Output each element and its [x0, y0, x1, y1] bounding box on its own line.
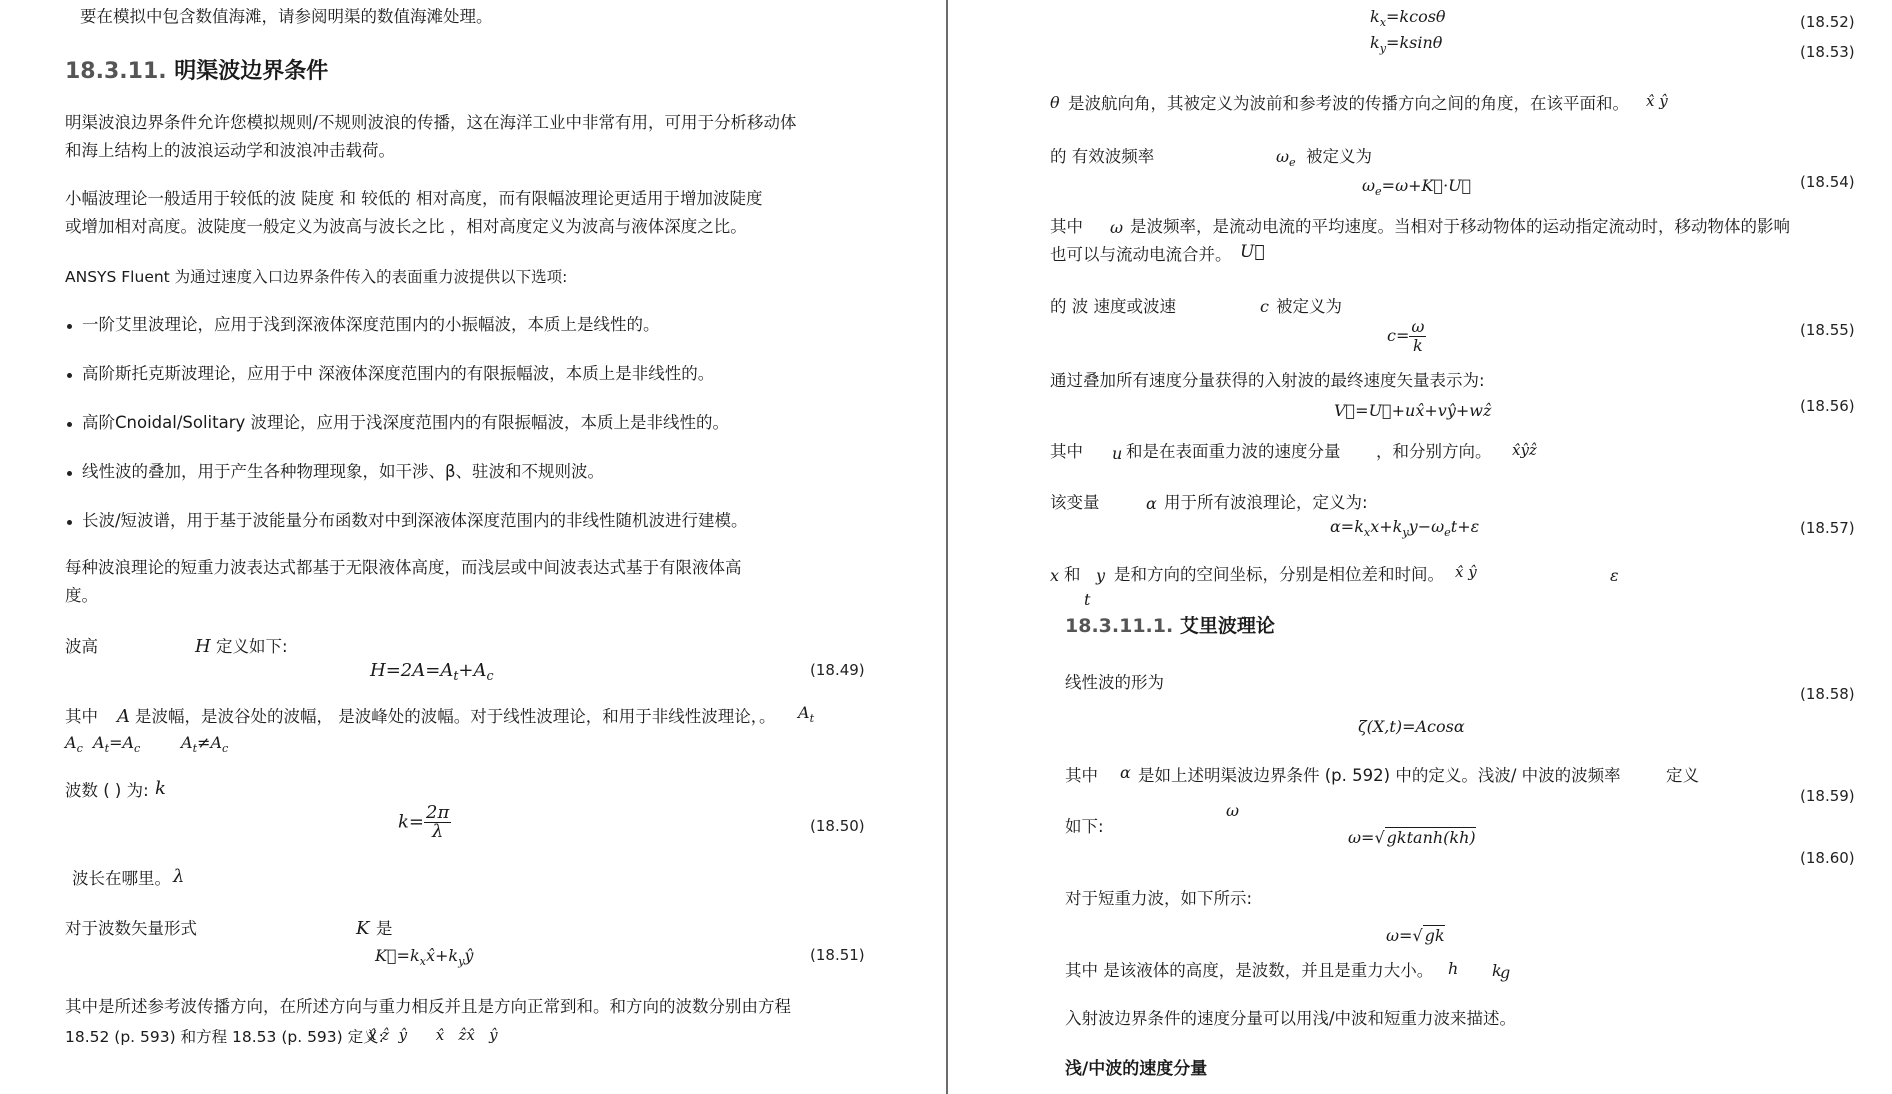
vector-form-label: 对于波数矢量形式	[65, 919, 197, 938]
equation-number: (18.49)	[810, 661, 865, 679]
effective-frequency-label: 的 有效波频率	[1050, 147, 1155, 166]
symbol-A: A	[117, 706, 130, 727]
list-item: 长波/短波谱，用于基于波能量分布函数对中到深液体深度范围内的非线性随机波进行建模。	[82, 511, 748, 530]
symbol-x: x	[1050, 566, 1060, 585]
where-omega-prefix: 其中	[1050, 217, 1083, 236]
symbol-t: t	[1084, 590, 1091, 609]
paragraph-expression-line1: 每种波浪理论的短重力波表达式都基于无限液体高度，而浅层或中间波表达式基于有限液体高	[65, 558, 742, 577]
wave-height-def: 定义如下:	[216, 637, 288, 656]
equation-18-55: c= $\frac{\omega}{k}$	[1387, 317, 1425, 355]
equation-18-52: $k_x=kcos\theta$	[1370, 7, 1446, 29]
as-follows: 如下:	[1065, 817, 1104, 836]
bullet-dot	[67, 373, 72, 378]
symbol-g: g	[1500, 963, 1511, 982]
section-number: 18.3.11.	[65, 59, 167, 84]
equation-18-57: $\alpha=k_xx+k_yy-\omega_et+\varepsilon$	[1330, 517, 1480, 539]
where-u-text: 和是在表面重力波的速度分量	[1126, 442, 1341, 461]
symbol-alpha: α	[1120, 763, 1131, 782]
list-item: 一阶艾里波理论，应用于浅到深液体深度范围内的小振幅波，本质上是线性的。	[82, 315, 660, 334]
symbol-H: H	[195, 636, 211, 657]
superposition-text: 通过叠加所有速度分量获得的入射波的最终速度矢量表示为:	[1050, 371, 1485, 390]
where-alpha-prefix: 其中	[1065, 766, 1098, 785]
symbol-U-vector: U⃗	[1240, 242, 1265, 262]
equation-number: (18.56)	[1800, 397, 1855, 415]
vector-is: 是	[376, 919, 393, 938]
paragraph-direction-line2: 18.52 (p. 593) 和方程 18.53 (p. 593) 定义:	[65, 1028, 384, 1046]
wavelength-text: 波长在哪里。	[72, 869, 171, 888]
symbol-K: K	[356, 918, 370, 939]
bullet-dot	[67, 422, 72, 427]
where-omega-text: 是波频率，是流动电流的平均速度。当相对于移动物体的运动指定流动时，移动物体的影响	[1130, 217, 1790, 236]
xy-text: 是和方向的空间坐标，分别是相位差和时间。	[1114, 565, 1444, 584]
paragraph-expression-line2: 度。	[65, 586, 98, 605]
symbol-alpha: α	[1146, 494, 1157, 513]
bullet-dot	[67, 520, 72, 525]
symbol-k: k	[155, 778, 166, 799]
symbol-y: y	[1096, 566, 1106, 585]
symbol-c: c	[1260, 297, 1269, 316]
subsection-title: 艾里波理论	[1179, 615, 1275, 637]
variable-label: 该变量	[1050, 493, 1100, 512]
equation-18-54: $\omega_e=\omega+K⃗\cdot U⃗$	[1362, 176, 1472, 198]
short-gravity-text: 对于短重力波，如下所示:	[1065, 889, 1253, 908]
unit-vectors-inline: x̂ ŷ	[1646, 92, 1668, 110]
symbol-lambda: λ	[173, 866, 185, 887]
symbol-h: h	[1448, 959, 1459, 978]
top-line: 要在模拟中包含数值海滩，请参阅明渠的数值海滩处理。	[80, 7, 493, 26]
celerity-def: 被定义为	[1276, 297, 1342, 316]
where-h-text: 其中 是该液体的高度，是波数，并且是重力大小。	[1065, 961, 1434, 980]
paragraph-steepness-line1: 小幅波理论一般适用于较低的波 陡度 和 较低的 相对高度，而有限幅波理论更适用于增加波陡度	[65, 189, 763, 208]
unit-vectors-inline: x̂ŷẑ	[1512, 441, 1537, 459]
effective-frequency-def: 被定义为	[1306, 147, 1372, 166]
where-alpha-text: 是如上述明渠波边界条件 (p. 592) 中的定义。浅波/ 中波的波频率	[1138, 766, 1621, 785]
variable-def: 用于所有波浪理论，定义为:	[1164, 493, 1368, 512]
equation-18-58: ζ(X,t)=Acosα	[1358, 717, 1465, 736]
where-u-prefix: 其中	[1050, 442, 1083, 461]
where-u-tail: ，和分别方向。	[1376, 442, 1492, 461]
equation-number: (18.60)	[1800, 849, 1855, 867]
where-alpha-def: 定义	[1666, 766, 1699, 785]
equation-18-60: ω=√ gktanh(kh)	[1348, 828, 1476, 847]
equation-number: (18.50)	[810, 817, 865, 835]
equation-18-51: $K⃗=k_xx̂+k_yŷ$	[375, 946, 474, 968]
list-item: 线性波的叠加，用于产生各种物理现象，如干涉、β、驻波和不规则波。	[82, 462, 605, 481]
bullet-dot	[67, 471, 72, 476]
equation-number: (18.58)	[1800, 685, 1855, 703]
equation-number: (18.53)	[1800, 43, 1855, 61]
unit-vectors-inline: x̂ ẑ ŷ x̂ ẑx̂ ŷ	[368, 1026, 498, 1044]
equation-18-53: $k_y=ksin\theta$	[1370, 33, 1443, 55]
equation-18-50: k= $\frac{2\pi}{\lambda}$	[398, 802, 450, 842]
shallow-heading: 浅/中波的速度分量	[1065, 1059, 1208, 1079]
section-title: 明渠波边界条件	[174, 59, 329, 84]
xy-and: 和	[1064, 565, 1081, 584]
equation-short-gravity: ω=√ gk	[1386, 926, 1445, 945]
paragraph-steepness-line2: 或增加相对高度。波陡度一般定义为波高与波长之比 ，相对高度定义为波高与液体深度之比。	[65, 217, 747, 236]
theta-text: 是波航向角，其被定义为波前和参考波的传播方向之间的角度，在该平面和。	[1068, 94, 1629, 113]
incident-text: 入射波边界条件的速度分量可以用浅/中波和短重力波来描述。	[1065, 1009, 1517, 1028]
celerity-label: 的 波 速度或波速	[1050, 297, 1176, 316]
equation-number: (18.51)	[810, 946, 865, 964]
equation-number: (18.55)	[1800, 321, 1855, 339]
equation-inline-amplitudes: $A_c$ $A_t=A_c$ $A_t\ne A_c$	[65, 733, 229, 755]
equation-number: (18.59)	[1800, 787, 1855, 805]
where-A-text: 是波幅，是波谷处的波幅， 是波峰处的波幅。对于线性波理论，和用于非线性波理论，。	[135, 707, 776, 726]
linear-wave-form: 线性波的形为	[1065, 673, 1164, 692]
subsection-heading	[1065, 613, 1275, 639]
equation-18-49: $H=2A=A_t+A_c$	[370, 660, 494, 683]
symbol-omega: ω	[1110, 218, 1124, 237]
wave-height-label: 波高	[65, 637, 98, 656]
equation-18-56: V⃗=U⃗+ux̂+vŷ+wẑ	[1334, 401, 1492, 420]
right-document-page	[950, 0, 1892, 1094]
symbol-At: $A_t$	[798, 703, 815, 725]
paragraph-intro-line2: 和海上结构上的波浪运动学和波浪冲击载荷。	[65, 141, 395, 160]
page-divider	[946, 0, 948, 1094]
symbol-omega-e: $\omega_e$	[1276, 147, 1296, 169]
section-heading	[65, 58, 328, 86]
equation-number: (18.54)	[1800, 173, 1855, 191]
subsection-number: 18.3.11.1.	[1065, 615, 1174, 637]
paragraph-intro-line1: 明渠波浪边界条件允许您模拟规则/不规则波浪的传播，这在海洋工业中非常有用，可用于分析移动体	[65, 113, 797, 132]
symbol-k: k	[1492, 961, 1502, 980]
list-item: 高阶斯托克斯波理论，应用于中 深液体深度范围内的有限振幅波，本质上是非线性的。	[82, 364, 715, 383]
wavenumber-label: 波数 ( ) 为:	[65, 781, 149, 800]
paragraph-options: ANSYS Fluent 为通过速度入口边界条件传入的表面重力波提供以下选项:	[65, 268, 568, 286]
equation-number: (18.57)	[1800, 519, 1855, 537]
symbol-omega: ω	[1226, 801, 1240, 820]
symbol-theta: θ	[1050, 93, 1060, 112]
symbol-epsilon: ε	[1610, 566, 1619, 585]
bullet-dot	[67, 324, 72, 329]
list-item: 高阶Cnoidal/Solitary 波理论，应用于浅深度范围内的有限振幅波，本质上是非线性的。	[82, 413, 729, 432]
unit-vectors-inline: x̂ ŷ	[1455, 563, 1477, 581]
symbol-u: u	[1112, 444, 1123, 463]
paragraph-direction-line1: 其中是所述参考波传播方向，在所述方向与重力相反并且是方向正常到和。和方向的波数分别由方程	[65, 997, 791, 1016]
where-A-prefix: 其中	[65, 707, 98, 726]
equation-text: H=2A=A	[370, 660, 454, 681]
where-omega-line2: 也可以与流动电流合并。	[1050, 245, 1232, 264]
equation-number: (18.52)	[1800, 13, 1855, 31]
